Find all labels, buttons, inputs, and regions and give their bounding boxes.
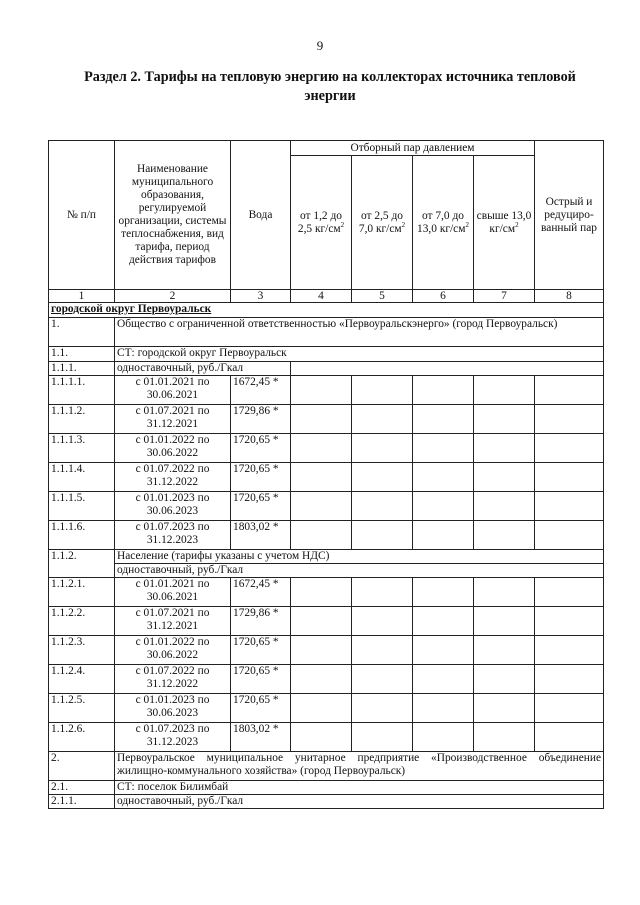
header-steam-group: Отборный пар давлением [291,141,535,156]
row-number: 1.1.2.1. [49,578,115,607]
row-number: 1.1.2.3. [49,636,115,665]
section-title: Раздел 2. Тарифы на тепловую энергию на коллекторах источника тепловой энергии [84,69,576,104]
org-row [49,752,604,781]
tariff-type-name: одноставочный, руб./Гкал [115,795,604,809]
row-number: 1.1.2.5. [49,694,115,723]
tariff-type-name: одноставочный, руб./Гкал [115,362,291,376]
empty-cell [474,636,535,665]
column-number: 7 [474,290,535,303]
org-number: 1. [49,318,115,347]
empty-cell [352,665,413,694]
empty-cell [535,578,604,607]
water-tariff-value: 1720,65 * [231,694,291,723]
tariff-period-row [49,578,604,607]
system-number: 1.1. [49,347,115,362]
water-tariff-value: 1729,86 * [231,405,291,434]
column-number: 1 [49,290,115,303]
empty-cell [413,434,474,463]
empty-cell [413,694,474,723]
period: с 01.07.2021 по 31.12.2021 [115,607,231,636]
empty-cell [535,694,604,723]
tariff-period-row [49,405,604,434]
system-name: СТ: городской округ Первоуральск [115,347,604,362]
org-name: Первоуральское муниципальное унитарное предприятие «Производственное объединение жилищно-коммунального хозяйства» (город Первоуральск) [115,752,604,781]
tariff-period-row [49,607,604,636]
column-number: 6 [413,290,474,303]
org-row [49,318,604,347]
empty-cell [291,434,352,463]
header-sharp-steam: Острый и редуциро-ванный пар [535,141,604,290]
header-steam-1: от 1,2 до 2,5 $кг/см^2$ [291,156,352,290]
empty-cell [535,636,604,665]
header-steam-2: от 2,5 до 7,0 $кг/см^2$ [352,156,413,290]
empty-cell [352,405,413,434]
column-number: 8 [535,290,604,303]
row-number: 1.1.2.4. [49,665,115,694]
tariff-type-number: 2.1.1. [49,795,115,809]
tariff-period-row [49,521,604,550]
period: с 01.07.2023 по 31.12.2023 [115,521,231,550]
water-tariff-value: 1720,65 * [231,434,291,463]
empty-cell [535,463,604,492]
empty-cell [474,492,535,521]
empty-cell [413,578,474,607]
empty-cell [291,492,352,521]
period: с 01.01.2023 по 30.06.2023 [115,492,231,521]
empty-cell [474,434,535,463]
region-row [49,303,604,318]
period: с 01.01.2021 по 30.06.2021 [115,376,231,405]
empty-cell [535,492,604,521]
empty-cell [535,405,604,434]
empty-cell [535,521,604,550]
empty-cell [413,636,474,665]
empty-cell [291,665,352,694]
empty-cell [291,694,352,723]
period: с 01.07.2022 по 31.12.2022 [115,463,231,492]
empty-cell [352,521,413,550]
empty-cell [413,521,474,550]
empty-cell [474,578,535,607]
empty-cell [291,376,352,405]
empty-cell [352,492,413,521]
water-tariff-value: 1720,65 * [231,492,291,521]
water-tariff-value: 1672,45 * [231,578,291,607]
empty-cell [535,376,604,405]
empty-cell [413,376,474,405]
empty-cell [413,463,474,492]
empty-cell [352,463,413,492]
period: с 01.01.2023 по 30.06.2023 [115,694,231,723]
water-tariff-value: 1672,45 * [231,376,291,405]
empty-cell [291,636,352,665]
empty-cell [474,723,535,752]
water-tariff-value: 1720,65 * [231,665,291,694]
row-number: 1.1.1.1. [49,376,115,405]
tariff-period-row [49,636,604,665]
empty-cell [535,723,604,752]
empty-cell [474,376,535,405]
tariff-period-row [49,723,604,752]
empty-cell [413,492,474,521]
empty-cell [291,607,352,636]
page-number: 9 [316,38,324,53]
column-number: 2 [115,290,231,303]
empty-cell [413,665,474,694]
empty-cell [352,607,413,636]
empty-cell [413,607,474,636]
row-number: 1.1.2.6. [49,723,115,752]
empty-cell [352,376,413,405]
water-tariff-value: 1720,65 * [231,636,291,665]
system-row [49,347,604,362]
tariff-period-row [49,694,604,723]
period: с 01.01.2022 по 30.06.2022 [115,434,231,463]
column-number: 3 [231,290,291,303]
empty-cell [474,405,535,434]
tariff-type-row [49,362,604,376]
tariff-period-row [49,463,604,492]
period: с 01.07.2022 по 31.12.2022 [115,665,231,694]
empty-cell [352,636,413,665]
column-number-row [49,290,604,303]
empty-cell [535,665,604,694]
empty-cell [474,463,535,492]
empty-cell [413,723,474,752]
empty-cell [474,665,535,694]
empty-cell [291,521,352,550]
water-tariff-value: 1803,02 * [231,521,291,550]
tariff-type-number: 1.1.1. [49,362,115,376]
system-number: 2.1. [49,781,115,795]
tariff-period-row [49,434,604,463]
empty-cell [535,434,604,463]
empty-cell [291,463,352,492]
org-number: 2. [49,752,115,781]
population-row [49,550,604,564]
row-number: 1.1.2.2. [49,607,115,636]
period: с 01.01.2022 по 30.06.2022 [115,636,231,665]
empty-cell [474,694,535,723]
row-number: 1.1.1.3. [49,434,115,463]
population-name: Население (тарифы указаны с учетом НДС) [115,550,604,564]
empty-cell [352,578,413,607]
header-water: Вода [231,141,291,290]
row-number: 1.1.1.2. [49,405,115,434]
empty-cell [291,723,352,752]
tariff-period-row [49,492,604,521]
system-row [49,781,604,795]
system-name: СТ: поселок Билимбай [115,781,604,795]
empty-cell [535,607,604,636]
empty-cell [291,578,352,607]
header-row [49,141,604,156]
water-tariff-value: 1803,02 * [231,723,291,752]
column-number: 4 [291,290,352,303]
tariff-type-row [49,795,604,809]
row-number: 1.1.1.5. [49,492,115,521]
header-steam-4: свыше 13,0 $кг/см^2$ [474,156,535,290]
empty-cell [352,434,413,463]
empty-cell [352,694,413,723]
empty-cell [352,723,413,752]
water-tariff-value: 1720,65 * [231,463,291,492]
tariff-table [48,140,604,809]
empty-cell [413,405,474,434]
row-number: 1.1.1.6. [49,521,115,550]
tariff-period-row [49,665,604,694]
column-number: 5 [352,290,413,303]
header-number: № п/п [49,141,115,290]
header-steam-3: от 7,0 до 13,0 $кг/см^2$ [413,156,474,290]
population-number: 1.1.2. [49,550,115,578]
region-name: городской округ Первоуральск [51,303,212,315]
org-name: Общество с ограниченной ответственностью «Первоуральскэнерго» (город Первоуральск) [115,318,604,347]
empty-cell [291,405,352,434]
header-name: Наименование муниципального образования, регулируемой организации, системы теплоснабжения, вид тарифа, период действия тарифов [115,141,231,290]
empty-cell [474,607,535,636]
population-tariff-row [49,564,604,578]
row-number: 1.1.1.4. [49,463,115,492]
period: с 01.07.2023 по 31.12.2023 [115,723,231,752]
population-tariff-name: одноставочный, руб./Гкал [115,564,604,578]
period: с 01.07.2021 по 31.12.2021 [115,405,231,434]
water-tariff-value: 1729,86 * [231,607,291,636]
tariff-period-row [49,376,604,405]
period: с 01.01.2021 по 30.06.2021 [115,578,231,607]
empty-cell [474,521,535,550]
